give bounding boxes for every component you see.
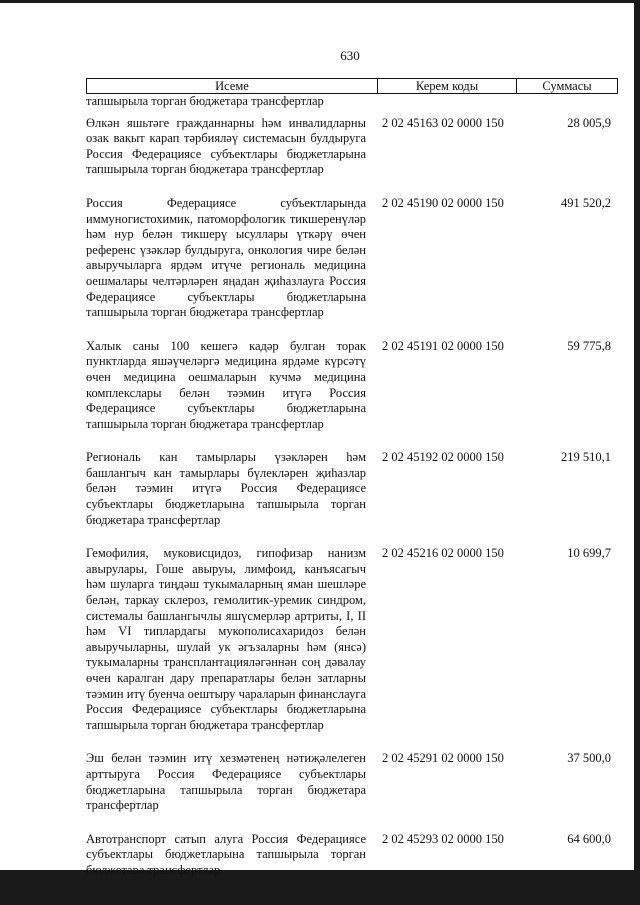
row-code: 2 02 45191 02 0000 150 (382, 338, 504, 353)
table-header (86, 78, 618, 94)
table-row (86, 751, 616, 813)
scan-edge-top (0, 0, 640, 3)
column-header-name: Исеме (87, 79, 378, 93)
row-name: Гемофилия, муковисцидоз, гипофизар нанизм авырулары, Гоше авыруы, лимфоид, канъясагыч һәм шуларга тиңдәш тукымаларның яман шешләре белән, таркау склероз, гемолитик-уремик синдром, системалы башлангычлы яшүсмерләр артриты, I, II һәм VI типлардагы мукополисахаридоз белән авыручыларны, шулай ук әгъзаларны һәм (янсә) тукымаларны трансплантацияләгәннән соң дәвалау өчен каралган дару препаратлары белән затларны тәэмин итү буенча оештыру чараларын финанслауга Россия Федерациясе субъектлары бюджетларына тапшырыла торган бюджетара трансфертлар (86, 546, 366, 732)
table-row-continuation (86, 94, 616, 110)
row-name: тапшырыла торган бюджетара трансфертлар (86, 94, 324, 108)
row-code: 2 02 45293 02 0000 150 (382, 831, 504, 846)
row-name: Халык саны 100 кешегә кадәр булган торак пунктларда яшәүчеләргә медицина ярдәме күрсәтү өчен медицина оешмаларын кучмә медицина комплекслары белән тәэмин итүгә Россия Федерациясе субъектлары бюджетларына тапшырыла торган бюджетара трансфертлар (86, 338, 366, 431)
row-amount: 64 600,0 (567, 831, 611, 846)
table-row (86, 450, 616, 528)
row-amount: 59 775,8 (567, 338, 611, 353)
table-row (86, 546, 616, 733)
row-amount: 10 699,7 (567, 546, 611, 561)
row-name: Эш белән тәэмин итү хезмәтенең нәтиҗәлелеген арттыруга Россия Федерациясе субъектлары бюджетларына тапшырыла торган бюджетара трансфертлар (86, 751, 366, 813)
column-header-code: Керем коды (378, 79, 517, 93)
row-code: 2 02 45190 02 0000 150 (382, 195, 504, 210)
row-code: 2 02 45163 02 0000 150 (382, 115, 504, 130)
row-amount: 491 520,2 (561, 195, 611, 210)
row-code: 2 02 45291 02 0000 150 (382, 751, 504, 766)
table-row (86, 832, 616, 879)
table-body (86, 94, 616, 897)
table-row (86, 116, 616, 178)
row-code: 2 02 45216 02 0000 150 (382, 546, 504, 561)
page-number: 630 (340, 48, 360, 63)
row-amount: 37 500,0 (567, 751, 611, 766)
row-name: Автотранспорт сатып алуга Россия Федерациясе субъектлары бюджетларына тапшырыла торган бюджетара трансфертлар (86, 831, 366, 877)
row-amount: 219 510,1 (561, 450, 611, 465)
column-header-sum: Суммасы (542, 79, 592, 93)
scan-edge-right (634, 0, 640, 880)
table-row (86, 339, 616, 433)
row-amount: 28 005,9 (567, 115, 611, 130)
table-row (86, 196, 616, 321)
row-name: Өлкән яшьтәге гражданнарны һәм инвалидларны озак вакыт карап тәрбияләү системасын булдыруга Россия Федерациясе субъектлары бюджетларына тапшырыла торган бюджетара трансфертлар (86, 115, 366, 177)
row-name: Россия Федерациясе субъектларында иммуногистохимик, патоморфологик тикшеренүләр һәм нур белән тикшерү ысуллары үткәрү өчен референс үзәкләр булдыруга, онкология чире белән авыручыларга ярдәм итүче региональ медицина оешмалары челтәрләрен яңадан җиһазлауга Россия Федерациясе субъектлары бюджетларына тапшырыла торган бюджетара трансфертлар (86, 195, 366, 320)
row-name: Региональ кан тамырлары үзәкләрен һәм башлангыч кан тамырлары бүлекләрен җиһазлар белән тәэмин итүгә Россия Федерациясе субъектлары бюджетларына тапшырыла торган бюджетара трансфертлар (86, 450, 366, 527)
row-code: 2 02 45192 02 0000 150 (382, 450, 504, 465)
